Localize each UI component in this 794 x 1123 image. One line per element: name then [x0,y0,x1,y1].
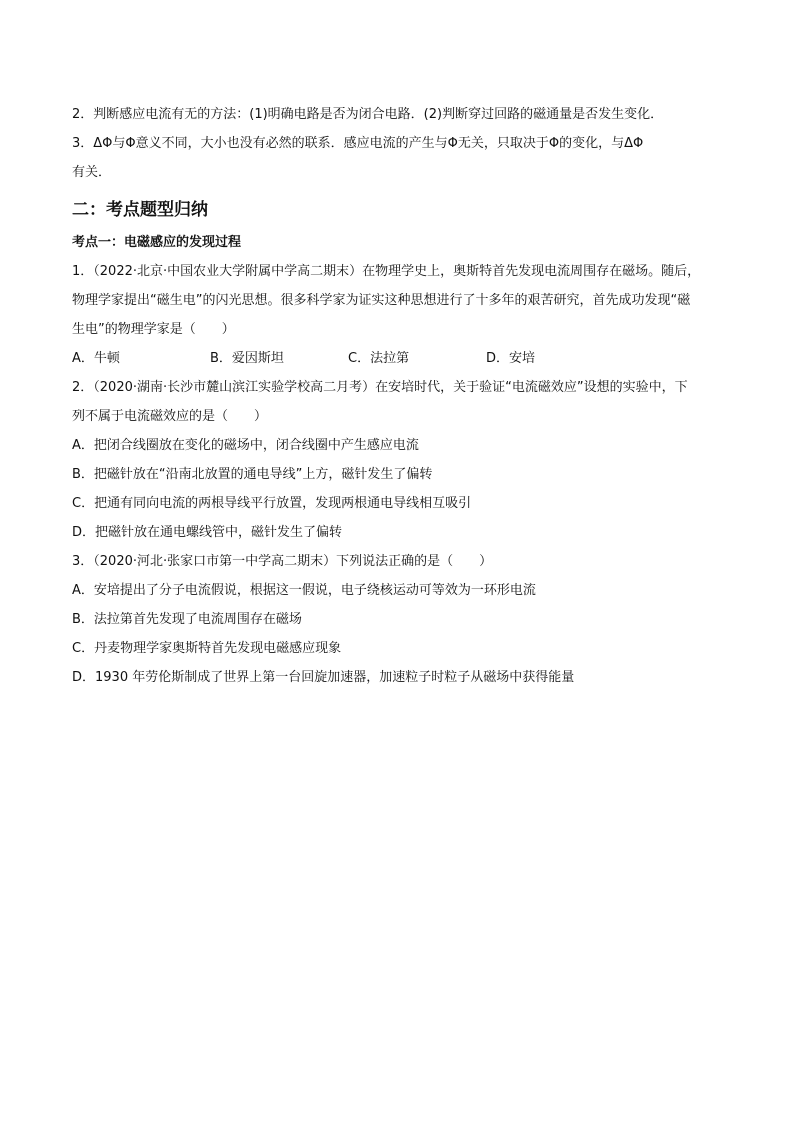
question-2 [72,373,722,547]
question-3 [72,547,722,692]
question-2-option-a: A．把闭合线圈放在变化的磁场中，闭合线圈中产生感应电流 [72,438,419,453]
question-1-option-d: D．安培 [486,351,536,366]
question-2-option-b: B．把磁针放在“沿南北放置的通电导线”上方，磁针发生了偏转 [72,467,433,482]
question-3-option-d: D．1930 年劳伦斯制成了世界上第一台回旋加速器，加速粒子时粒子从磁场中获得能量 [72,670,575,685]
question-3-line-1: 3．（2020·河北·张家口市第一中学高二期末）下列说法正确的是（ ） [72,554,493,569]
question-2-line-2: 列不属于电流磁效应的是（ ） [72,409,268,424]
question-2-option-d: D．把磁针放在通电螺线管中，磁针发生了偏转 [72,525,343,540]
note-item-3-line-2: 有关． [72,165,112,180]
question-3-option-b: B．法拉第首先发现了电流周围存在磁场 [72,612,302,627]
question-1 [72,257,722,373]
section-title: 二：考点题型归纳 [72,200,208,220]
question-3-option-c: C．丹麦物理学家奥斯特首先发现电磁感应现象 [72,641,342,656]
question-1-line-1: 1．（2022·北京·中国农业大学附属中学高二期末）在物理学史上，奥斯特首先发现电流周围存在磁场。随后， [72,264,701,279]
topic-title: 考点一：电磁感应的发现过程 [72,235,242,250]
question-3-option-a: A．安培提出了分子电流假说，根据这一假说，电子绕核运动可等效为一环形电流 [72,583,536,598]
question-1-line-3: 生电”的物理学家是（ ） [72,322,235,337]
question-1-option-c: C．法拉第 [348,351,410,366]
question-1-line-2: 物理学家提出“磁生电”的闪光思想。很多科学家为证实这种思想进行了十多年的艰苦研究，首先成功发现“磁 [72,293,691,308]
note-item-3-line-1: 3．ΔΦ与Φ意义不同，大小也没有必然的联系．感应电流的产生与Φ无关，只取决于Φ的变化，与ΔΦ [72,136,644,151]
note-item-2: 2．判断感应电流有无的方法：(1)明确电路是否为闭合电路．(2)判断穿过回路的磁通量是否发生变化． [72,107,664,122]
question-1-options [72,344,722,373]
question-1-option-a: A．牛顿 [72,351,120,366]
question-1-option-b: B．爱因斯坦 [210,351,284,366]
question-2-option-c: C．把通有同向电流的两根导线平行放置，发现两根通电导线相互吸引 [72,496,472,511]
question-2-line-1: 2．（2020·湖南·长沙市麓山滨江实验学校高二月考）在安培时代，关于验证“电流磁效应”设想的实验中，下 [72,380,688,395]
